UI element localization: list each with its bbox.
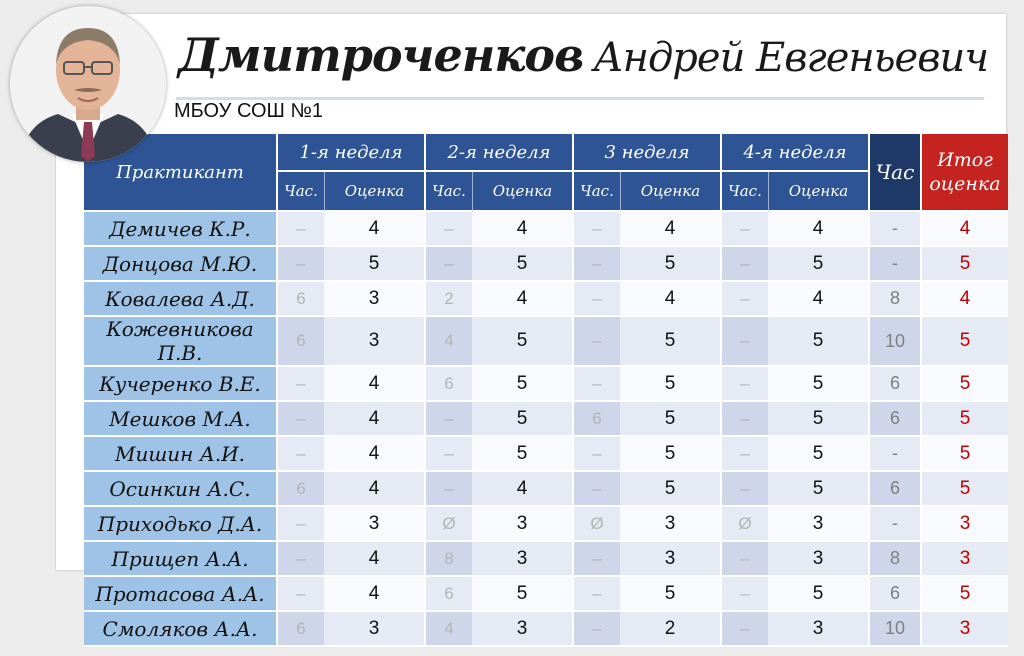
- final-grade-cell: 4: [920, 212, 1008, 247]
- week-1-grade-cell: 4: [324, 402, 424, 437]
- table-row: [84, 282, 1008, 317]
- final-grade-cell: 5: [920, 402, 1008, 437]
- week-4-hours-cell: –: [720, 612, 768, 647]
- week-4-grade-cell: 4: [768, 212, 868, 247]
- week-3-grade-cell: 5: [620, 247, 720, 282]
- table-row: [84, 402, 1008, 437]
- week-4-hours-cell: –: [720, 402, 768, 437]
- week-4-hours-cell: Ø: [720, 507, 768, 542]
- week-1-grade-cell: 3: [324, 507, 424, 542]
- week-4-hours-cell: –: [720, 247, 768, 282]
- teacher-given-names: Андрей Евгеньевич: [593, 35, 989, 81]
- week-2-grade-cell: 5: [472, 247, 572, 282]
- week-2-grade-cell: 3: [472, 542, 572, 577]
- week-2-hours-subheader: Час.: [424, 172, 472, 212]
- school-name: МБОУ СОШ №1: [174, 100, 323, 122]
- week-1-hours-cell: 6: [276, 612, 324, 647]
- week-2-grade-cell: 3: [472, 507, 572, 542]
- student-name-cell: Мишин А.И.: [84, 437, 276, 472]
- week-1-hours-cell: 6: [276, 282, 324, 317]
- week-1-grade-cell: 5: [324, 247, 424, 282]
- week-1-header: 1-я неделя: [276, 134, 424, 172]
- week-1-grade-cell: 4: [324, 212, 424, 247]
- week-4-grade-subheader: Оценка: [768, 172, 868, 212]
- week-2-hours-cell: 6: [424, 577, 472, 612]
- week-2-grade-cell: 5: [472, 437, 572, 472]
- week-4-hours-subheader: Час.: [720, 172, 768, 212]
- week-1-grade-cell: 3: [324, 612, 424, 647]
- table-row: [84, 317, 1008, 367]
- final-grade-cell: 3: [920, 507, 1008, 542]
- table-row: [84, 367, 1008, 402]
- week-3-hours-cell: –: [572, 212, 620, 247]
- total-hours-cell: 10: [868, 317, 920, 367]
- week-3-hours-cell: –: [572, 437, 620, 472]
- student-name-cell: Смоляков А.А.: [84, 612, 276, 647]
- week-3-hours-cell: –: [572, 367, 620, 402]
- week-3-header: 3 неделя: [572, 134, 720, 172]
- total-hours-cell: -: [868, 507, 920, 542]
- grades-table-body: [84, 212, 1008, 647]
- week-4-grade-cell: 5: [768, 402, 868, 437]
- week-1-hours-cell: –: [276, 542, 324, 577]
- week-1-hours-cell: –: [276, 212, 324, 247]
- week-1-hours-cell: –: [276, 437, 324, 472]
- week-2-hours-cell: –: [424, 212, 472, 247]
- week-2-grade-cell: 4: [472, 472, 572, 507]
- week-2-hours-cell: 8: [424, 542, 472, 577]
- student-name-cell: Кожевникова П.В.: [84, 317, 276, 367]
- total-hours-cell: -: [868, 247, 920, 282]
- student-name-cell: Мешков М.А.: [84, 402, 276, 437]
- week-3-grade-subheader: Оценка: [620, 172, 720, 212]
- week-3-grade-cell: 5: [620, 577, 720, 612]
- week-2-hours-cell: Ø: [424, 507, 472, 542]
- table-row: [84, 247, 1008, 282]
- student-name-cell: Донцова М.Ю.: [84, 247, 276, 282]
- total-hours-cell: -: [868, 437, 920, 472]
- week-2-hours-cell: –: [424, 402, 472, 437]
- week-4-grade-cell: 5: [768, 247, 868, 282]
- week-1-hours-cell: 6: [276, 317, 324, 367]
- week-3-grade-cell: 5: [620, 437, 720, 472]
- week-3-grade-cell: 4: [620, 212, 720, 247]
- total-hours-cell: -: [868, 212, 920, 247]
- week-1-hours-cell: –: [276, 577, 324, 612]
- teacher-surname: Дмитроченков: [178, 28, 584, 82]
- student-name-cell: Приходько Д.А.: [84, 507, 276, 542]
- week-3-grade-cell: 5: [620, 367, 720, 402]
- week-2-hours-cell: –: [424, 472, 472, 507]
- student-name-cell: Протасова А.А.: [84, 577, 276, 612]
- student-name-cell: Ковалева А.Д.: [84, 282, 276, 317]
- week-1-grade-cell: 3: [324, 282, 424, 317]
- hours-column-header: Час: [868, 134, 920, 212]
- week-1-hours-cell: 6: [276, 472, 324, 507]
- week-3-hours-cell: Ø: [572, 507, 620, 542]
- week-1-grade-cell: 4: [324, 367, 424, 402]
- final-grade-header-line1: Итог: [937, 149, 993, 171]
- week-1-hours-cell: –: [276, 507, 324, 542]
- week-3-grade-cell: 5: [620, 317, 720, 367]
- teacher-avatar: [10, 6, 166, 162]
- week-2-hours-cell: 4: [424, 317, 472, 367]
- week-4-grade-cell: 5: [768, 437, 868, 472]
- week-2-grade-cell: 5: [472, 402, 572, 437]
- week-3-grade-cell: 3: [620, 507, 720, 542]
- week-1-hours-cell: –: [276, 402, 324, 437]
- week-1-grade-cell: 4: [324, 472, 424, 507]
- week-3-hours-cell: –: [572, 472, 620, 507]
- week-1-grade-cell: 4: [324, 437, 424, 472]
- table-row: [84, 472, 1008, 507]
- week-2-header: 2-я неделя: [424, 134, 572, 172]
- week-3-grade-cell: 5: [620, 402, 720, 437]
- week-3-grade-cell: 3: [620, 542, 720, 577]
- final-grade-cell: 4: [920, 282, 1008, 317]
- week-2-grade-cell: 4: [472, 212, 572, 247]
- week-4-grade-cell: 3: [768, 542, 868, 577]
- week-3-hours-cell: –: [572, 612, 620, 647]
- total-hours-cell: 6: [868, 472, 920, 507]
- week-4-hours-cell: –: [720, 437, 768, 472]
- week-4-grade-cell: 3: [768, 612, 868, 647]
- final-grade-cell: 5: [920, 437, 1008, 472]
- week-4-hours-cell: –: [720, 367, 768, 402]
- week-4-grade-cell: 5: [768, 472, 868, 507]
- total-hours-cell: 6: [868, 402, 920, 437]
- week-4-grade-cell: 5: [768, 317, 868, 367]
- week-4-hours-cell: –: [720, 212, 768, 247]
- week-3-hours-cell: 6: [572, 402, 620, 437]
- grades-table: [84, 134, 1008, 647]
- final-grade-cell: 5: [920, 472, 1008, 507]
- student-name-cell: Кучеренко В.Е.: [84, 367, 276, 402]
- table-row: [84, 437, 1008, 472]
- total-hours-cell: 8: [868, 282, 920, 317]
- week-1-grade-cell: 3: [324, 317, 424, 367]
- total-hours-cell: 10: [868, 612, 920, 647]
- week-2-grade-subheader: Оценка: [472, 172, 572, 212]
- table-row: [84, 507, 1008, 542]
- week-4-hours-cell: –: [720, 542, 768, 577]
- table-row: [84, 577, 1008, 612]
- table-row: [84, 542, 1008, 577]
- teacher-full-name: [178, 28, 989, 100]
- week-4-hours-cell: –: [720, 577, 768, 612]
- week-1-grade-cell: 4: [324, 542, 424, 577]
- week-2-grade-cell: 5: [472, 317, 572, 367]
- week-1-grade-cell: 4: [324, 577, 424, 612]
- week-1-hours-cell: –: [276, 247, 324, 282]
- week-3-hours-cell: –: [572, 247, 620, 282]
- week-4-header: 4-я неделя: [720, 134, 868, 172]
- student-name-cell: Демичев К.Р.: [84, 212, 276, 247]
- week-4-grade-cell: 3: [768, 507, 868, 542]
- week-4-grade-cell: 4: [768, 282, 868, 317]
- week-1-grade-subheader: Оценка: [324, 172, 424, 212]
- final-grade-cell: 5: [920, 367, 1008, 402]
- final-grade-header-line2: оценка: [929, 173, 1001, 195]
- final-grade-header: [920, 134, 1008, 212]
- week-3-hours-cell: –: [572, 577, 620, 612]
- total-hours-cell: 6: [868, 577, 920, 612]
- week-2-hours-cell: –: [424, 437, 472, 472]
- week-4-hours-cell: –: [720, 282, 768, 317]
- final-grade-cell: 5: [920, 577, 1008, 612]
- student-name-cell: Осинкин А.С.: [84, 472, 276, 507]
- week-4-hours-cell: –: [720, 472, 768, 507]
- week-2-grade-cell: 5: [472, 577, 572, 612]
- week-3-grade-cell: 5: [620, 472, 720, 507]
- week-2-grade-cell: 4: [472, 282, 572, 317]
- total-hours-cell: 6: [868, 367, 920, 402]
- final-grade-cell: 5: [920, 317, 1008, 367]
- student-column-header: Практикант: [84, 134, 276, 212]
- table-row: [84, 212, 1008, 247]
- week-3-grade-cell: 2: [620, 612, 720, 647]
- week-2-hours-cell: 4: [424, 612, 472, 647]
- week-4-hours-cell: –: [720, 317, 768, 367]
- week-1-hours-cell: –: [276, 367, 324, 402]
- final-grade-cell: 3: [920, 612, 1008, 647]
- week-3-hours-cell: –: [572, 317, 620, 367]
- week-3-grade-cell: 4: [620, 282, 720, 317]
- final-grade-cell: 5: [920, 247, 1008, 282]
- week-3-hours-subheader: Час.: [572, 172, 620, 212]
- week-2-hours-cell: –: [424, 247, 472, 282]
- final-grade-cell: 3: [920, 542, 1008, 577]
- week-1-hours-subheader: Час.: [276, 172, 324, 212]
- total-hours-cell: 8: [868, 542, 920, 577]
- week-4-grade-cell: 5: [768, 577, 868, 612]
- week-2-grade-cell: 5: [472, 367, 572, 402]
- week-2-hours-cell: 2: [424, 282, 472, 317]
- student-name-cell: Прищеп А.А.: [84, 542, 276, 577]
- week-2-hours-cell: 6: [424, 367, 472, 402]
- week-3-hours-cell: –: [572, 282, 620, 317]
- week-2-grade-cell: 3: [472, 612, 572, 647]
- table-row: [84, 612, 1008, 647]
- week-3-hours-cell: –: [572, 542, 620, 577]
- week-4-grade-cell: 5: [768, 367, 868, 402]
